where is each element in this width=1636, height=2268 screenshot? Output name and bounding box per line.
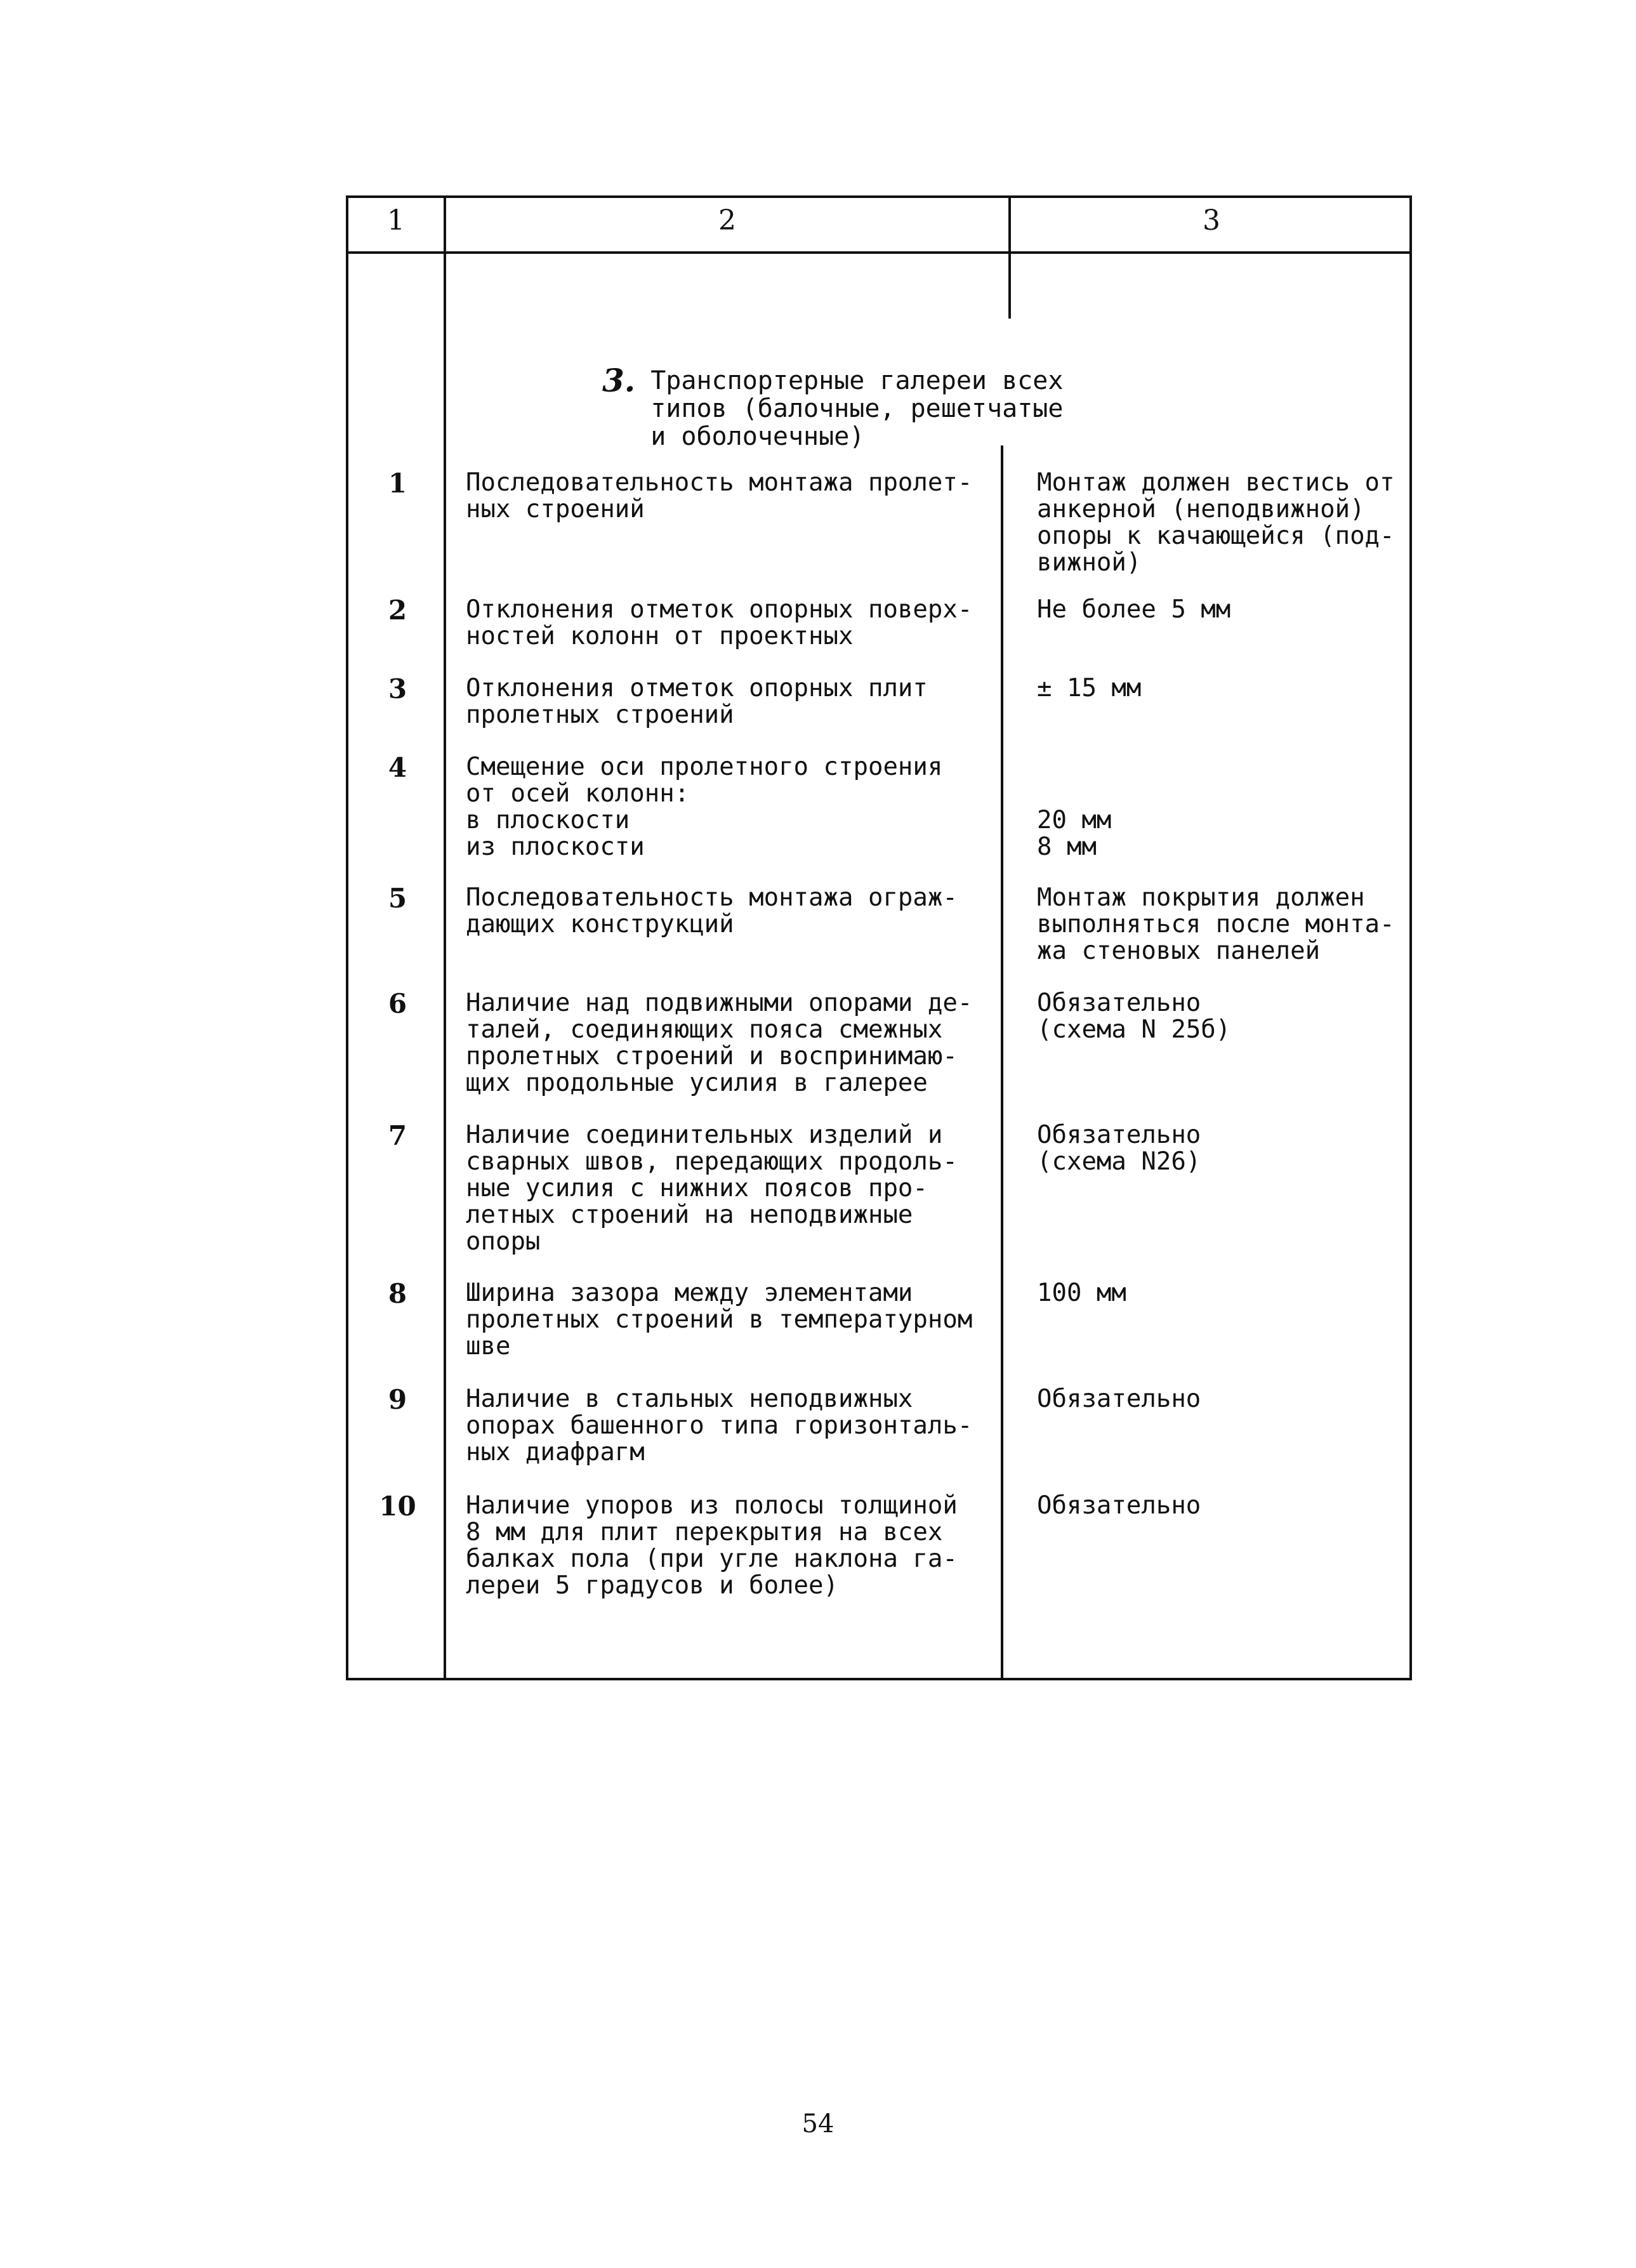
row-parameter: Смещение оси пролетного строения от осей колонн: в плоскости из плоскости [466, 753, 943, 861]
row-requirement: Обязательно (схема N 25б) [1037, 989, 1231, 1044]
row-number: 3 [388, 673, 407, 704]
row-requirement: Монтаж покрытия должен выполняться после монта- жа стеновых панелей [1037, 883, 1395, 965]
row-requirement: Обязательно [1037, 1385, 1201, 1413]
row-requirement: Монтаж должен вестись от анкерной (неподвижной) опоры к качающейся (под- вижной) [1037, 468, 1395, 577]
row-parameter: Последовательность монтажа ограж- дающих конструкций [466, 883, 958, 939]
row-number: 1 [388, 468, 407, 499]
page-number: 54 [802, 2109, 834, 2139]
row-number: 9 [388, 1384, 407, 1415]
row-number: 10 [379, 1491, 416, 1522]
column-divider-1 [444, 198, 446, 1678]
header-col-3: 3 [1203, 204, 1220, 237]
row-requirement: 100 мм [1037, 1279, 1126, 1307]
row-parameter: Наличие над подвижными опорами де- талей, соединяющих пояса смежных пролетных строений и воспринимаю- щих продольные усилия в галерее [466, 989, 973, 1097]
row-parameter: Последовательность монтажа пролет- ных строений [466, 468, 973, 524]
section-title: Транспортерные галереи всех типов (балочные, решетчатые и оболочечные) [650, 366, 1064, 451]
header-divider [348, 251, 1409, 254]
row-requirement: Не более 5 мм [1037, 595, 1231, 624]
row-requirement: 20 мм 8 мм [1037, 806, 1112, 861]
row-number: 2 [388, 595, 407, 626]
section-heading [602, 339, 1063, 451]
row-number: 4 [388, 752, 407, 783]
row-parameter: Отклонения отметок опорных плит пролетных строений [466, 674, 928, 729]
header-col-2: 2 [718, 204, 736, 237]
row-parameter: Наличие упоров из полосы толщиной 8 мм для плит перекрытия на всех балках пола (при угле наклона га- лереи 5 градусов и более) [466, 1491, 958, 1600]
row-requirement: Обязательно (схема N26) [1037, 1121, 1201, 1176]
row-parameter: Ширина зазора между элементами пролетных строений в температурном шве [466, 1279, 973, 1361]
row-requirement: Обязательно [1037, 1491, 1201, 1520]
row-number: 7 [388, 1120, 407, 1151]
row-number: 8 [388, 1278, 407, 1309]
row-number: 6 [388, 988, 407, 1019]
row-requirement: ± 15 мм [1037, 674, 1142, 702]
row-parameter: Отклонения отметок опорных поверх- ностей колонн от проектных [466, 595, 973, 650]
header-col-1: 1 [387, 204, 405, 237]
row-parameter: Наличие в стальных неподвижных опорах башенного типа горизонталь- ных диафрагм [466, 1385, 973, 1467]
row-parameter: Наличие соединительных изделий и сварных швов, передающих продоль- ные усилия с нижних поясов про- летных строений на неподвижные опоры [466, 1121, 958, 1256]
row-number: 5 [388, 883, 407, 914]
requirements-table [346, 195, 1412, 1680]
section-number: 3. [602, 362, 636, 399]
